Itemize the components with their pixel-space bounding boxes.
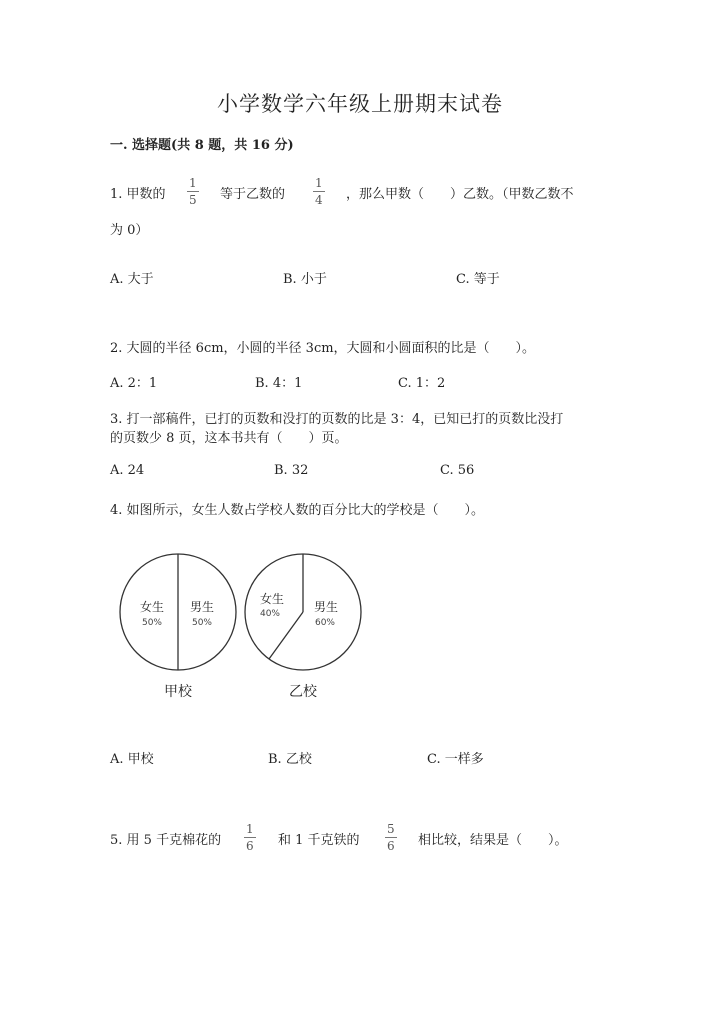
chart-title-jia: 甲校 xyxy=(164,684,192,700)
q5-fraction-1 xyxy=(244,822,256,853)
fraction-denominator: 4 xyxy=(315,193,323,207)
q3-option-c[interactable]: C. 56 xyxy=(440,463,475,478)
fraction-numerator: 1 xyxy=(246,822,254,836)
q4-option-b[interactable]: B. 乙校 xyxy=(268,752,312,767)
q4-option-c[interactable]: C. 一样多 xyxy=(427,752,484,767)
pie-divider-yi-slant xyxy=(269,612,303,659)
slice-percent-girls-jia: 50% xyxy=(141,618,163,628)
q3-line-2: 的页数少 8 页，这本书共有（ ）页。 xyxy=(110,431,348,446)
q1-text-b: 等于乙数的 xyxy=(220,187,286,202)
q5-text-c: 相比较，结果是（ ）。 xyxy=(418,833,568,848)
q1-fraction-2 xyxy=(313,176,325,207)
page-title: 小学数学六年级上册期末试卷 xyxy=(217,92,503,116)
q1-text-a: 1. 甲数的 xyxy=(110,187,166,202)
q3-option-b[interactable]: B. 32 xyxy=(274,463,309,478)
q3-line-1: 3. 打一部稿件，已打的页数和没打的页数的比是 3：4，已知已打的页数比没打 xyxy=(110,412,564,427)
fraction-denominator: 6 xyxy=(387,839,395,853)
fraction-denominator: 5 xyxy=(189,193,197,207)
q2-text: 2. 大圆的半径 6cm，小圆的半径 3cm，大圆和小圆面积的比是（ ）。 xyxy=(110,341,536,356)
q4-text: 4. 如图所示，女生人数占学校人数的百分比大的学校是（ ）。 xyxy=(110,503,485,518)
pie-charts-figure xyxy=(110,545,380,715)
q1-option-a[interactable]: A. 大于 xyxy=(110,272,154,287)
pie-chart-jia xyxy=(120,554,236,700)
q1-text-c: ，那么甲数（ ）乙数。（甲数乙数不 xyxy=(346,187,574,202)
fraction-numerator: 5 xyxy=(387,822,395,836)
slice-label-girls-yi: 女生 xyxy=(259,592,285,606)
q1-option-b[interactable]: B. 小于 xyxy=(283,272,327,287)
slice-percent-boys-jia: 50% xyxy=(191,618,213,628)
q5-text-b: 和 1 千克铁的 xyxy=(278,833,360,848)
slice-label-boys-yi: 男生 xyxy=(313,600,339,614)
q2-option-b[interactable]: B. 4：1 xyxy=(255,376,303,391)
q4-option-a[interactable]: A. 甲校 xyxy=(110,752,154,767)
q2-option-c[interactable]: C. 1：2 xyxy=(398,376,446,391)
q3-option-a[interactable]: A. 24 xyxy=(110,463,145,478)
q2-option-a[interactable]: A. 2：1 xyxy=(110,376,158,391)
fraction-denominator: 6 xyxy=(246,839,254,853)
slice-percent-boys-yi: 60% xyxy=(314,618,336,628)
slice-percent-girls-yi: 40% xyxy=(259,609,281,619)
slice-label-boys-jia: 男生 xyxy=(189,600,215,614)
q1-text-d: 为 0） xyxy=(110,223,149,238)
fraction-numerator: 1 xyxy=(315,176,323,190)
fraction-numerator: 1 xyxy=(189,176,197,190)
pie-chart-yi xyxy=(245,554,361,700)
q1-option-c[interactable]: C. 等于 xyxy=(456,272,500,287)
q1-fraction-1 xyxy=(187,176,199,207)
q5-fraction-2 xyxy=(385,822,397,853)
q5-text-a: 5. 用 5 千克棉花的 xyxy=(110,833,222,848)
chart-title-yi: 乙校 xyxy=(289,684,317,700)
section-heading: 一. 选择题(共 8 题，共 16 分) xyxy=(110,138,294,153)
slice-label-girls-jia: 女生 xyxy=(139,600,165,614)
